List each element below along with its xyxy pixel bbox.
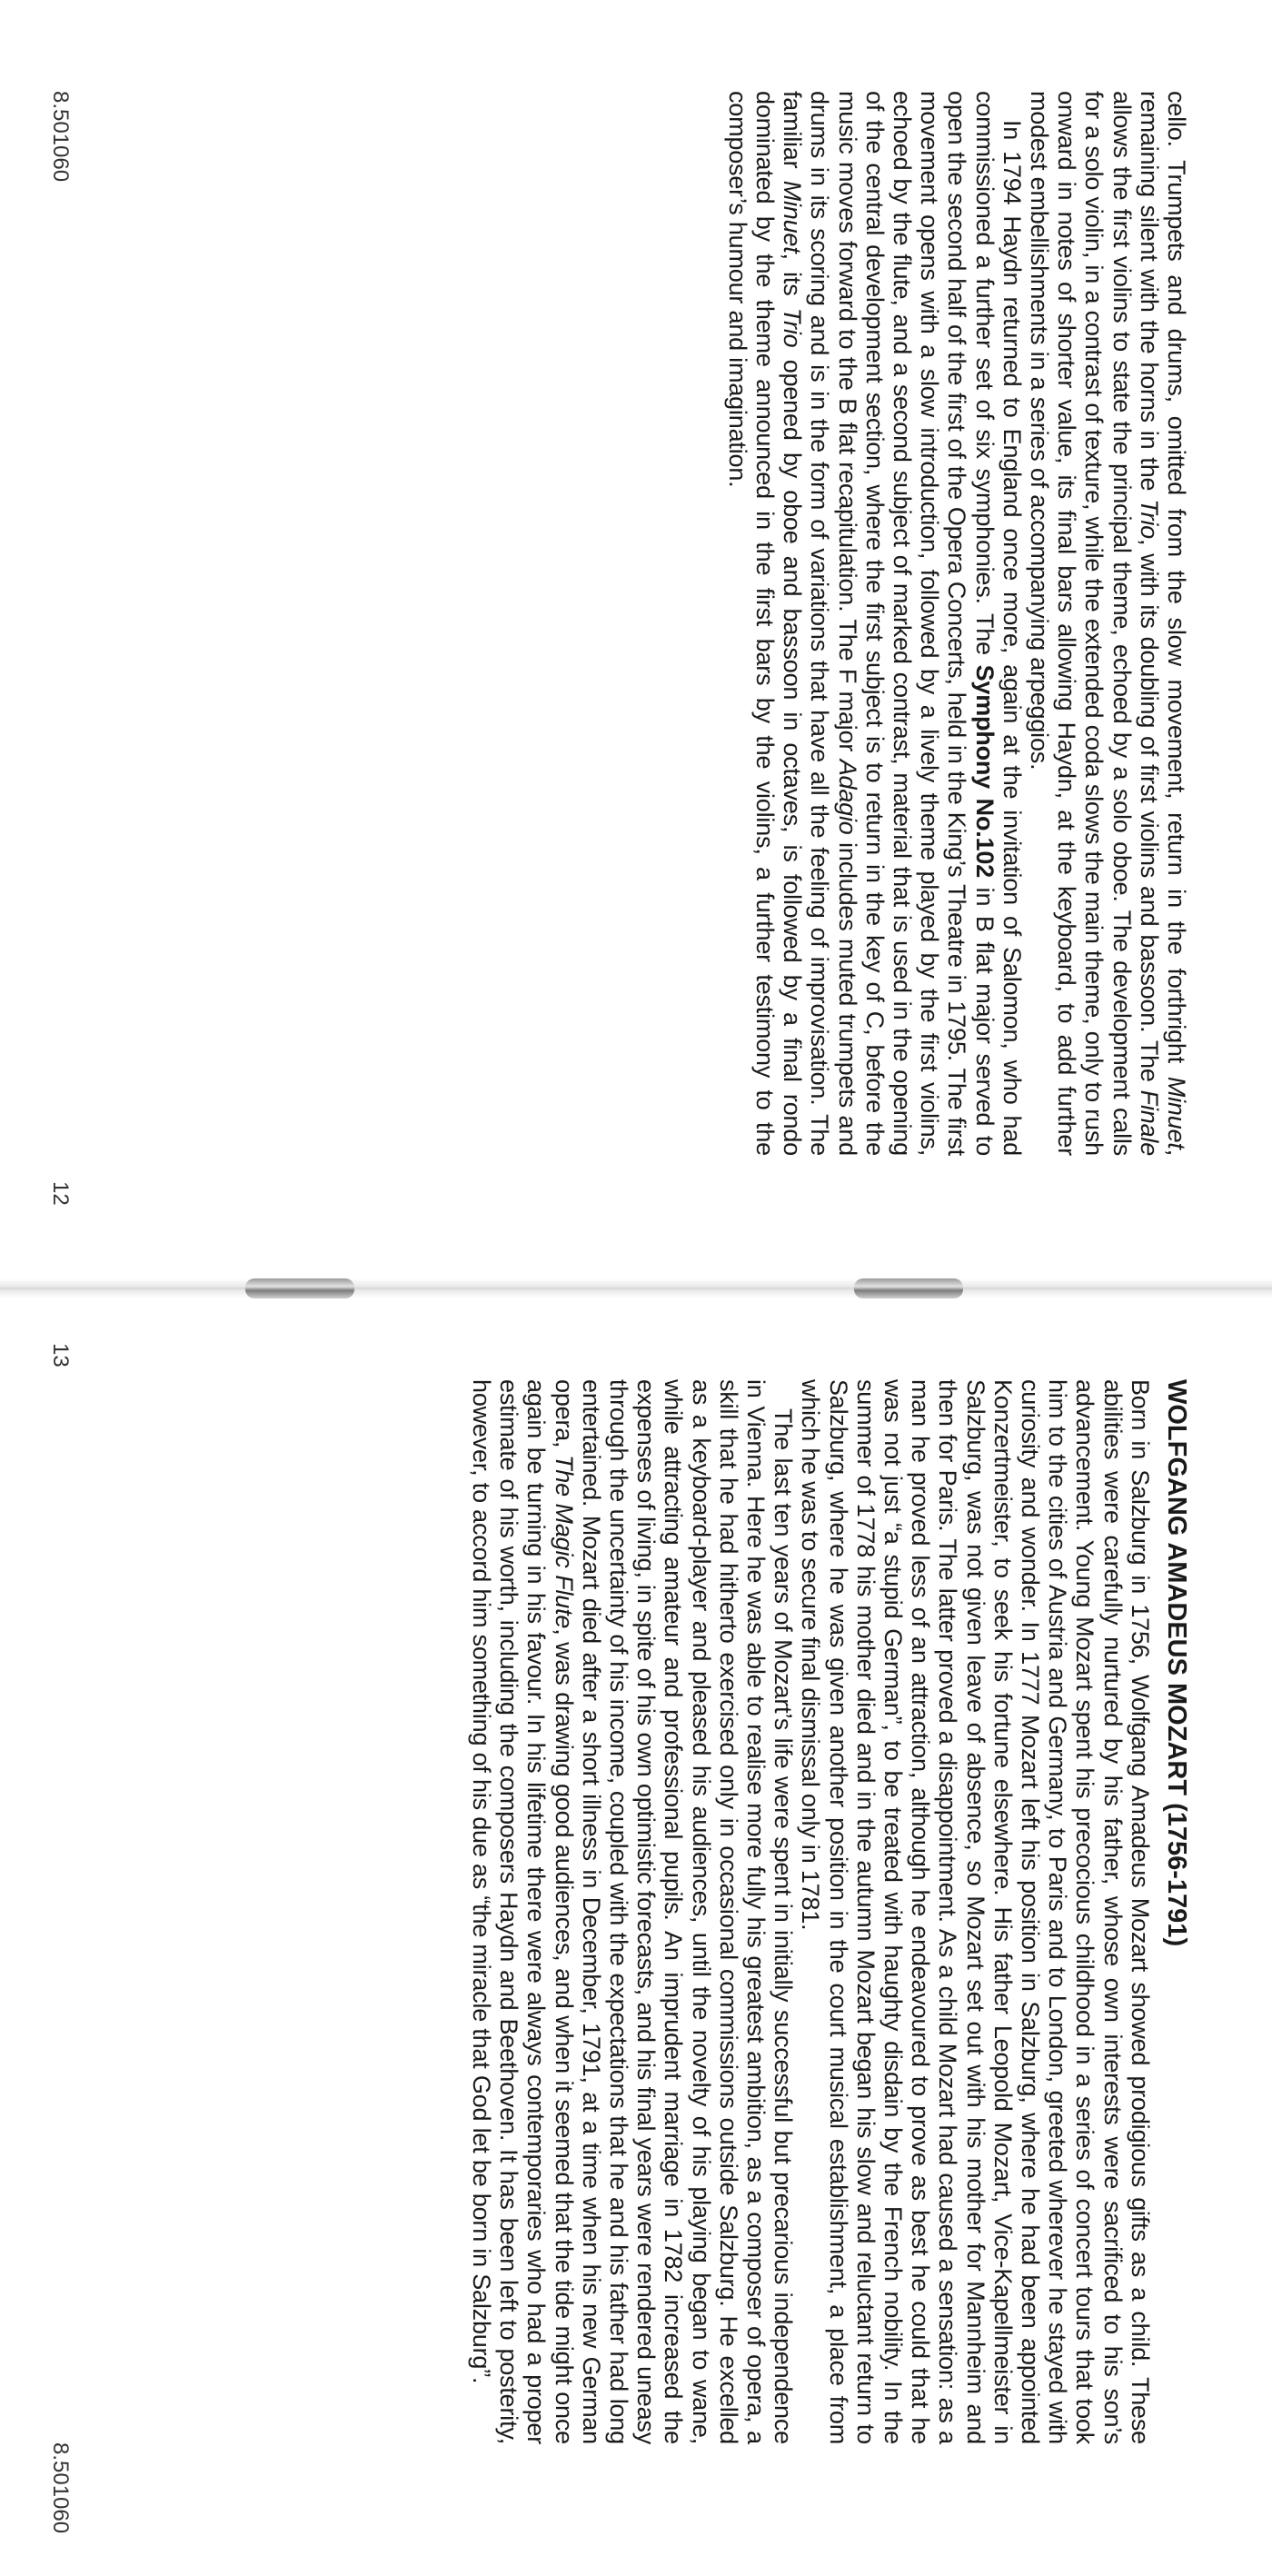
italic-title: Minuet bbox=[1163, 1076, 1190, 1149]
italic-title: The Magic Flute bbox=[550, 1455, 578, 1629]
italic-title: Finale bbox=[1135, 1089, 1163, 1157]
italic-title: Adagio bbox=[833, 759, 861, 835]
paragraph: Born in Salzburg in 1756, Wolfgang Amadeus Mozart showed prodigious gifts as a child. These abilities were carefully nurtured by his father, whose own interests were sacrificed to his son’s advancement. Young Mozart spent his precocious childhood in a series of concert tours that took him to the cities of Austria and Germany, to Paris and to London, greeted wherever he stayed with curiosity and wonder. In 1777 Mozart left his position in Salzburg, where he had been appointed Konzertmeister, to seek his fortune elsewhere. His father Leopold Mozart, Vice-Kapellmeister in Salzburg, was not given leave of absence, so Mozart set out with his mother for Mannheim and then for Paris. The latter proved a disappointment. As a child Mozart had caused a sensation: as a man he proved less of an attraction, although he endeavoured to prove as best he could that he was not just “a stupid German”, to be treated with haughty disdain by the French nobility. In the summer of 1778 his mother died and in the autumn Mozart began his slow and reluctant return to Salzburg, where he was given another position in the court musical establishment, a place from which he was to secure final dismissal only in 1781. bbox=[797, 1379, 1154, 2444]
text-run: in B flat major served to open the second half of the first of the Opera Concerts, held in the King’s Theatre in 1795. The first movement opens with a slow introduction, followed by a lively theme played by the first violins, echoed by the flute, and a second subject of marked contrast, material that is used in the opening of the central development section, where the first subject is to return in the key of C, before the music moves forward to the B flat recapitulation. The F major bbox=[833, 91, 999, 1157]
page-number: 13 bbox=[48, 1343, 73, 1368]
italic-title: Trio bbox=[1135, 499, 1163, 539]
text-run: , was drawing good audiences, and when it seemed that the tide might once again be turning in his favour. In his lifetime there were always contemporaries who had a proper estimate of his worth, including the composers Haydn and Beethoven. It has been left to posterity, however, to accord him something of his due as “the miracle that God let be born in Salzburg”. bbox=[467, 1379, 578, 2444]
bold-title: Symphony No.102 bbox=[970, 664, 999, 878]
paragraph bbox=[1026, 91, 1190, 1156]
paragraph bbox=[724, 91, 1026, 1156]
catalogue-number: 8.501060 bbox=[48, 91, 73, 183]
text-run: The last ten years of Mozart’s life were spent in initially successful but precarious independence in Vienna. Here he was able to realise more fully his greatest ambition, as a composer of opera, a skill that he had hitherto exercised only in occasional commissions outside Salzburg. He excelled as a keyboard-player and pleased his audiences, until the novelty of his playing began to wane, while attracting amateur and professional pupils. An imprudent marriage in 1782 increased the expenses of living, in spite of his own optimistic forecasts, and his final years were rendered uneasy through the uncertainty of his income, coupled with the expectations that he and his father had long entertained. Mozart died after a short illness in December, 1791, at a time when his new German opera, bbox=[550, 1379, 798, 2444]
catalogue-number: 8.501060 bbox=[48, 2442, 73, 2534]
italic-title: Minuet bbox=[779, 180, 807, 254]
left-page-text bbox=[724, 91, 1190, 1156]
page-number: 12 bbox=[48, 1181, 73, 1206]
text-run: , its bbox=[779, 253, 807, 308]
text-run: , with its doubling of first violins and bassoon. The bbox=[1135, 538, 1163, 1090]
section-heading: WOLFGANG AMADEUS MOZART (1756-1791) bbox=[1162, 1379, 1191, 1947]
text-run: opened by oboe and bassoon in octaves, is followed by a final rondo dominated by the theme announced in the first bars by the violins, a further testimony to the composer’s humour and imagination. bbox=[723, 91, 807, 1156]
paragraph bbox=[468, 1379, 797, 2444]
right-page-text bbox=[468, 1379, 1190, 2444]
italic-title: Trio bbox=[779, 307, 807, 348]
text-run: cello. Trumpets and drums, omitted from the slow movement, return in the forthright bbox=[1163, 91, 1190, 1077]
right-page bbox=[0, 1288, 1272, 2576]
text-run: includes muted trumpets and drums in its scoring and is in the form of variations that have all the feeling of improvisation. The familiar bbox=[779, 91, 861, 1157]
text-run: In 1794 Haydn returned to England once more, again at the invitation of Salomon, who had commissioned a further set of six symphonies. The bbox=[970, 91, 1026, 1156]
text-run: allows the first violins to state the principal theme, echoed by a solo oboe. The development calls for a solo violin, in a contrast of texture, while the extended coda slows the main theme, only to rush onward in notes of shorter value, its final bars allowing Haydn, at the keyboard, to add further modest embellishments in a series of accompanying arpeggios. bbox=[1025, 91, 1136, 1156]
text-run: , remaining silent with the horns in the bbox=[1135, 91, 1190, 1156]
